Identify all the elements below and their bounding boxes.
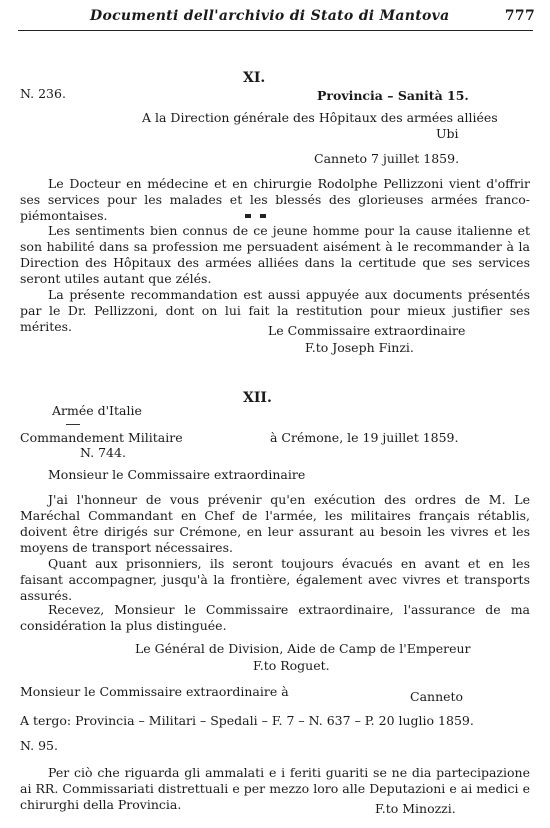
header-number: N. 744. — [80, 445, 126, 460]
paragraph — [20, 176, 530, 224]
italian-note-text: Per ciò che riguarda gli ammalati e i feriti guariti se ne dia partecipazione ai RR. Commissariati distrettuali e per mezzo loro alle Deputazioni e ai medici e chirurghi della Provincia. — [20, 765, 530, 812]
header-command: Commandement Militaire — [20, 430, 183, 445]
paragraph-text: J'ai l'honneur de vous prévenir qu'en exécution des ordres de M. Le Maréchal Commandant en Chef de l'armée, les militaires français rétablis, doivent être dirigés sur Crémone, en leur assurant au besoin les vivres et les moyens de transport nécessaires. — [20, 492, 530, 555]
paragraph-text: Quant aux prisonniers, ils seront toujours évacués en avant et en les faisant accompagner, jusqu'à la frontière, également avec vivres et transports assurés. — [20, 556, 530, 603]
paragraph-text: Les sentiments bien connus de ce jeune homme pour la cause italienne et son habilité dans sa profession me persuadent aisément à le recommander à la Direction des Hôpitaux des armées alliées dans la certitude que ses services seront utiles autant que zélés. — [20, 223, 530, 286]
place-date: Canneto 7 juillet 1859. — [314, 151, 460, 166]
signature-title: Le Général de Division, Aide de Camp de l'Empereur — [135, 641, 471, 656]
print-mark — [245, 214, 251, 218]
address-right: Canneto — [410, 689, 464, 704]
paragraph-text: Le Docteur en médecine et en chirurgie Rodolphe Pellizzoni vient d'offrir ses services pour les malades et les blessés des glorieuses armées franco-piémontaises. — [20, 176, 530, 223]
paragraph-text: Recevez, Monsieur le Commissaire extraordinaire, l'assurance de ma considération la plus distinguée. — [20, 602, 530, 633]
header-army: Armée d'Italie — [52, 403, 142, 418]
address-line-2: Ubi — [436, 126, 459, 141]
address-left: Monsieur le Commissaire extraordinaire à — [20, 684, 289, 699]
page-number: 777 — [504, 8, 535, 24]
paragraph — [20, 223, 530, 287]
print-mark — [260, 214, 266, 218]
running-head-title: Documenti dell'archivio di Stato di Mantova — [90, 8, 450, 24]
header-rule — [18, 30, 533, 31]
paragraph — [20, 556, 530, 604]
a-tergo-line: A tergo: Provincia – Militari – Spedali – F. 7 – N. 637 – P. 20 luglio 1859. — [20, 713, 474, 728]
archive-reference: Provincia – Sanità 15. — [317, 88, 469, 103]
signature-name: F.to Roguet. — [253, 658, 330, 673]
address-line-1: A la Direction générale des Hôpitaux des armées alliées — [142, 110, 498, 125]
signature-title: Le Commissaire extraordinaire — [268, 323, 466, 338]
signature-name: F.to Joseph Finzi. — [305, 340, 414, 355]
section-number-xi: XI. — [243, 70, 266, 86]
document-number: N. 236. — [20, 86, 66, 101]
paragraph — [20, 602, 530, 634]
paragraph-text: La présente recommandation est aussi appuyée aux documents présentés par le Dr. Pellizzoni, dont on lui fait la restitution pour mieux justifier ses mérites. — [20, 287, 530, 334]
a-tergo-number: N. 95. — [20, 738, 58, 753]
salutation: Monsieur le Commissaire extraordinaire — [48, 467, 306, 482]
italian-signature: F.to Minozzi. — [375, 801, 456, 816]
paragraph — [20, 492, 530, 556]
print-mark — [66, 424, 80, 425]
place-date: à Crémone, le 19 juillet 1859. — [270, 430, 459, 445]
section-number-xii: XII. — [243, 390, 272, 406]
